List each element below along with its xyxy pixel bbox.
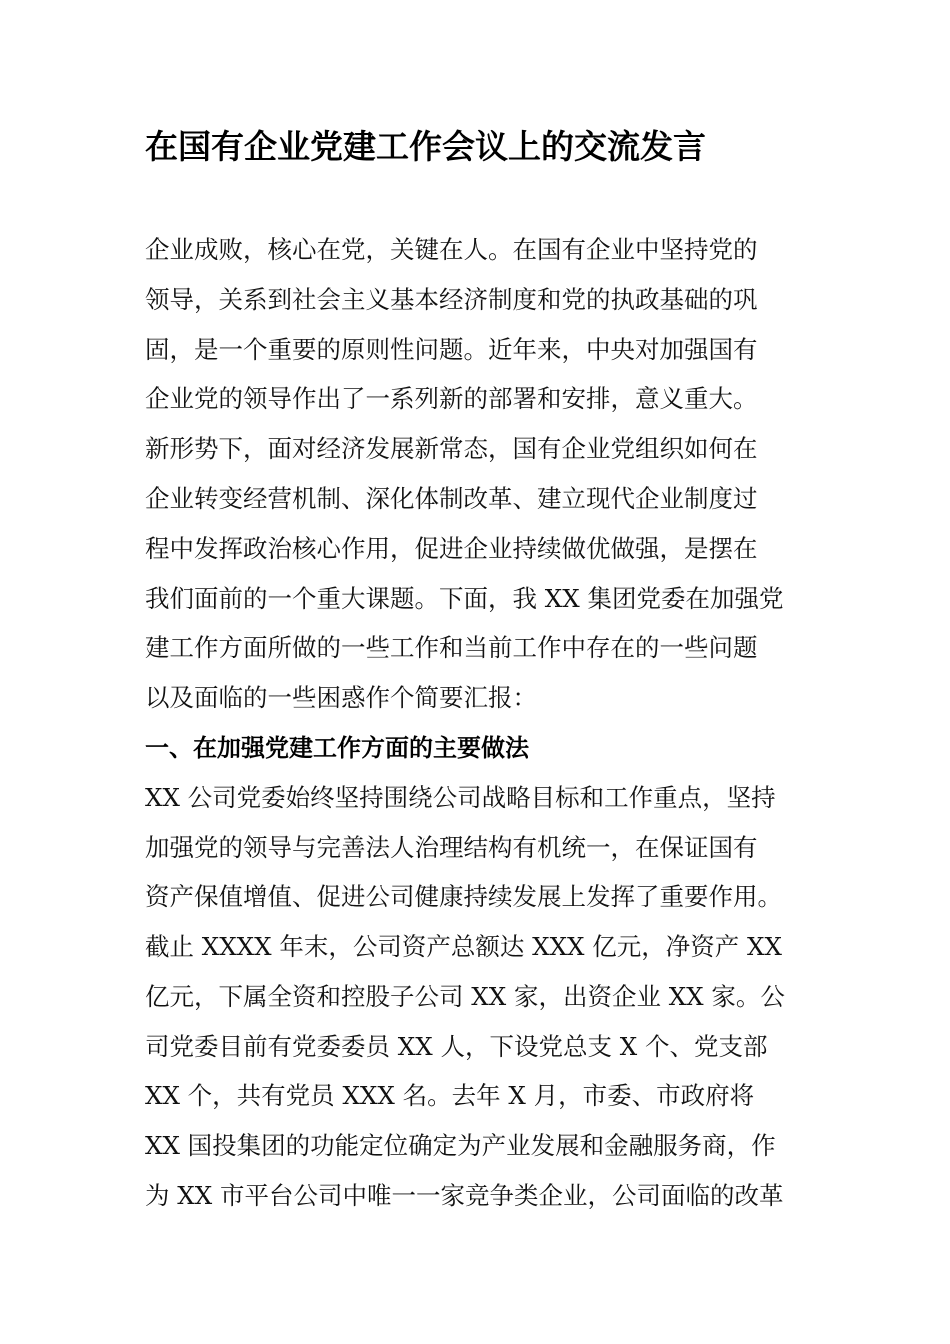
paragraph-line: 为 XX 市平台公司中唯一一家竞争类企业，公司面临的改革 [145,1181,784,1210]
document-title: 在国有企业党建工作会议上的交流发言 [145,127,706,166]
paragraph-line: 司党委目前有党委委员 XX 人，下设党总支 X 个、党支部 [145,1032,768,1061]
paragraph-line: 建工作方面所做的一些工作和当前工作中存在的一些问题 [145,633,758,662]
paragraph-line: 亿元，下属全资和控股子公司 XX 家，出资企业 XX 家。公 [145,982,785,1011]
paragraph-line: 领导，关系到社会主义基本经济制度和党的执政基础的巩 [145,285,758,314]
paragraph-line: 企业成败，核心在党，关键在人。在国有企业中坚持党的 [145,235,758,264]
paragraph-line: XX 个，共有党员 XXX 名。去年 X 月，市委、市政府将 [145,1081,755,1110]
paragraph-line: XX 公司党委始终坚持围绕公司战略目标和工作重点，坚持 [145,783,776,812]
paragraph-line: 固，是一个重要的原则性问题。近年来，中央对加强国有 [145,335,758,364]
paragraph-line: 企业转变经营机制、深化体制改革、建立现代企业制度过 [145,484,758,513]
paragraph-line: 加强党的领导与完善法人治理结构有机统一，在保证国有 [145,833,758,862]
section-heading: 一、在加强党建工作方面的主要做法 [145,734,529,762]
paragraph-line: 新形势下，面对经济发展新常态，国有企业党组织如何在 [145,434,758,463]
paragraph-line: 资产保值增值、促进公司健康持续发展上发挥了重要作用。 [145,882,782,911]
paragraph-line: 企业党的领导作出了一系列新的部署和安排，意义重大。 [145,384,758,413]
paragraph-line: 程中发挥政治核心作用，促进企业持续做优做强，是摆在 [145,534,758,563]
paragraph-line: 截止 XXXX 年末，公司资产总额达 XXX 亿元，净资产 XX [145,932,782,961]
paragraph-line: 以及面临的一些困惑作个简要汇报： [145,683,537,712]
paragraph-line: XX 国投集团的功能定位确定为产业发展和金融服务商，作 [145,1131,776,1160]
paragraph-line: 我们面前的一个重大课题。下面，我 XX 集团党委在加强党 [145,584,784,613]
